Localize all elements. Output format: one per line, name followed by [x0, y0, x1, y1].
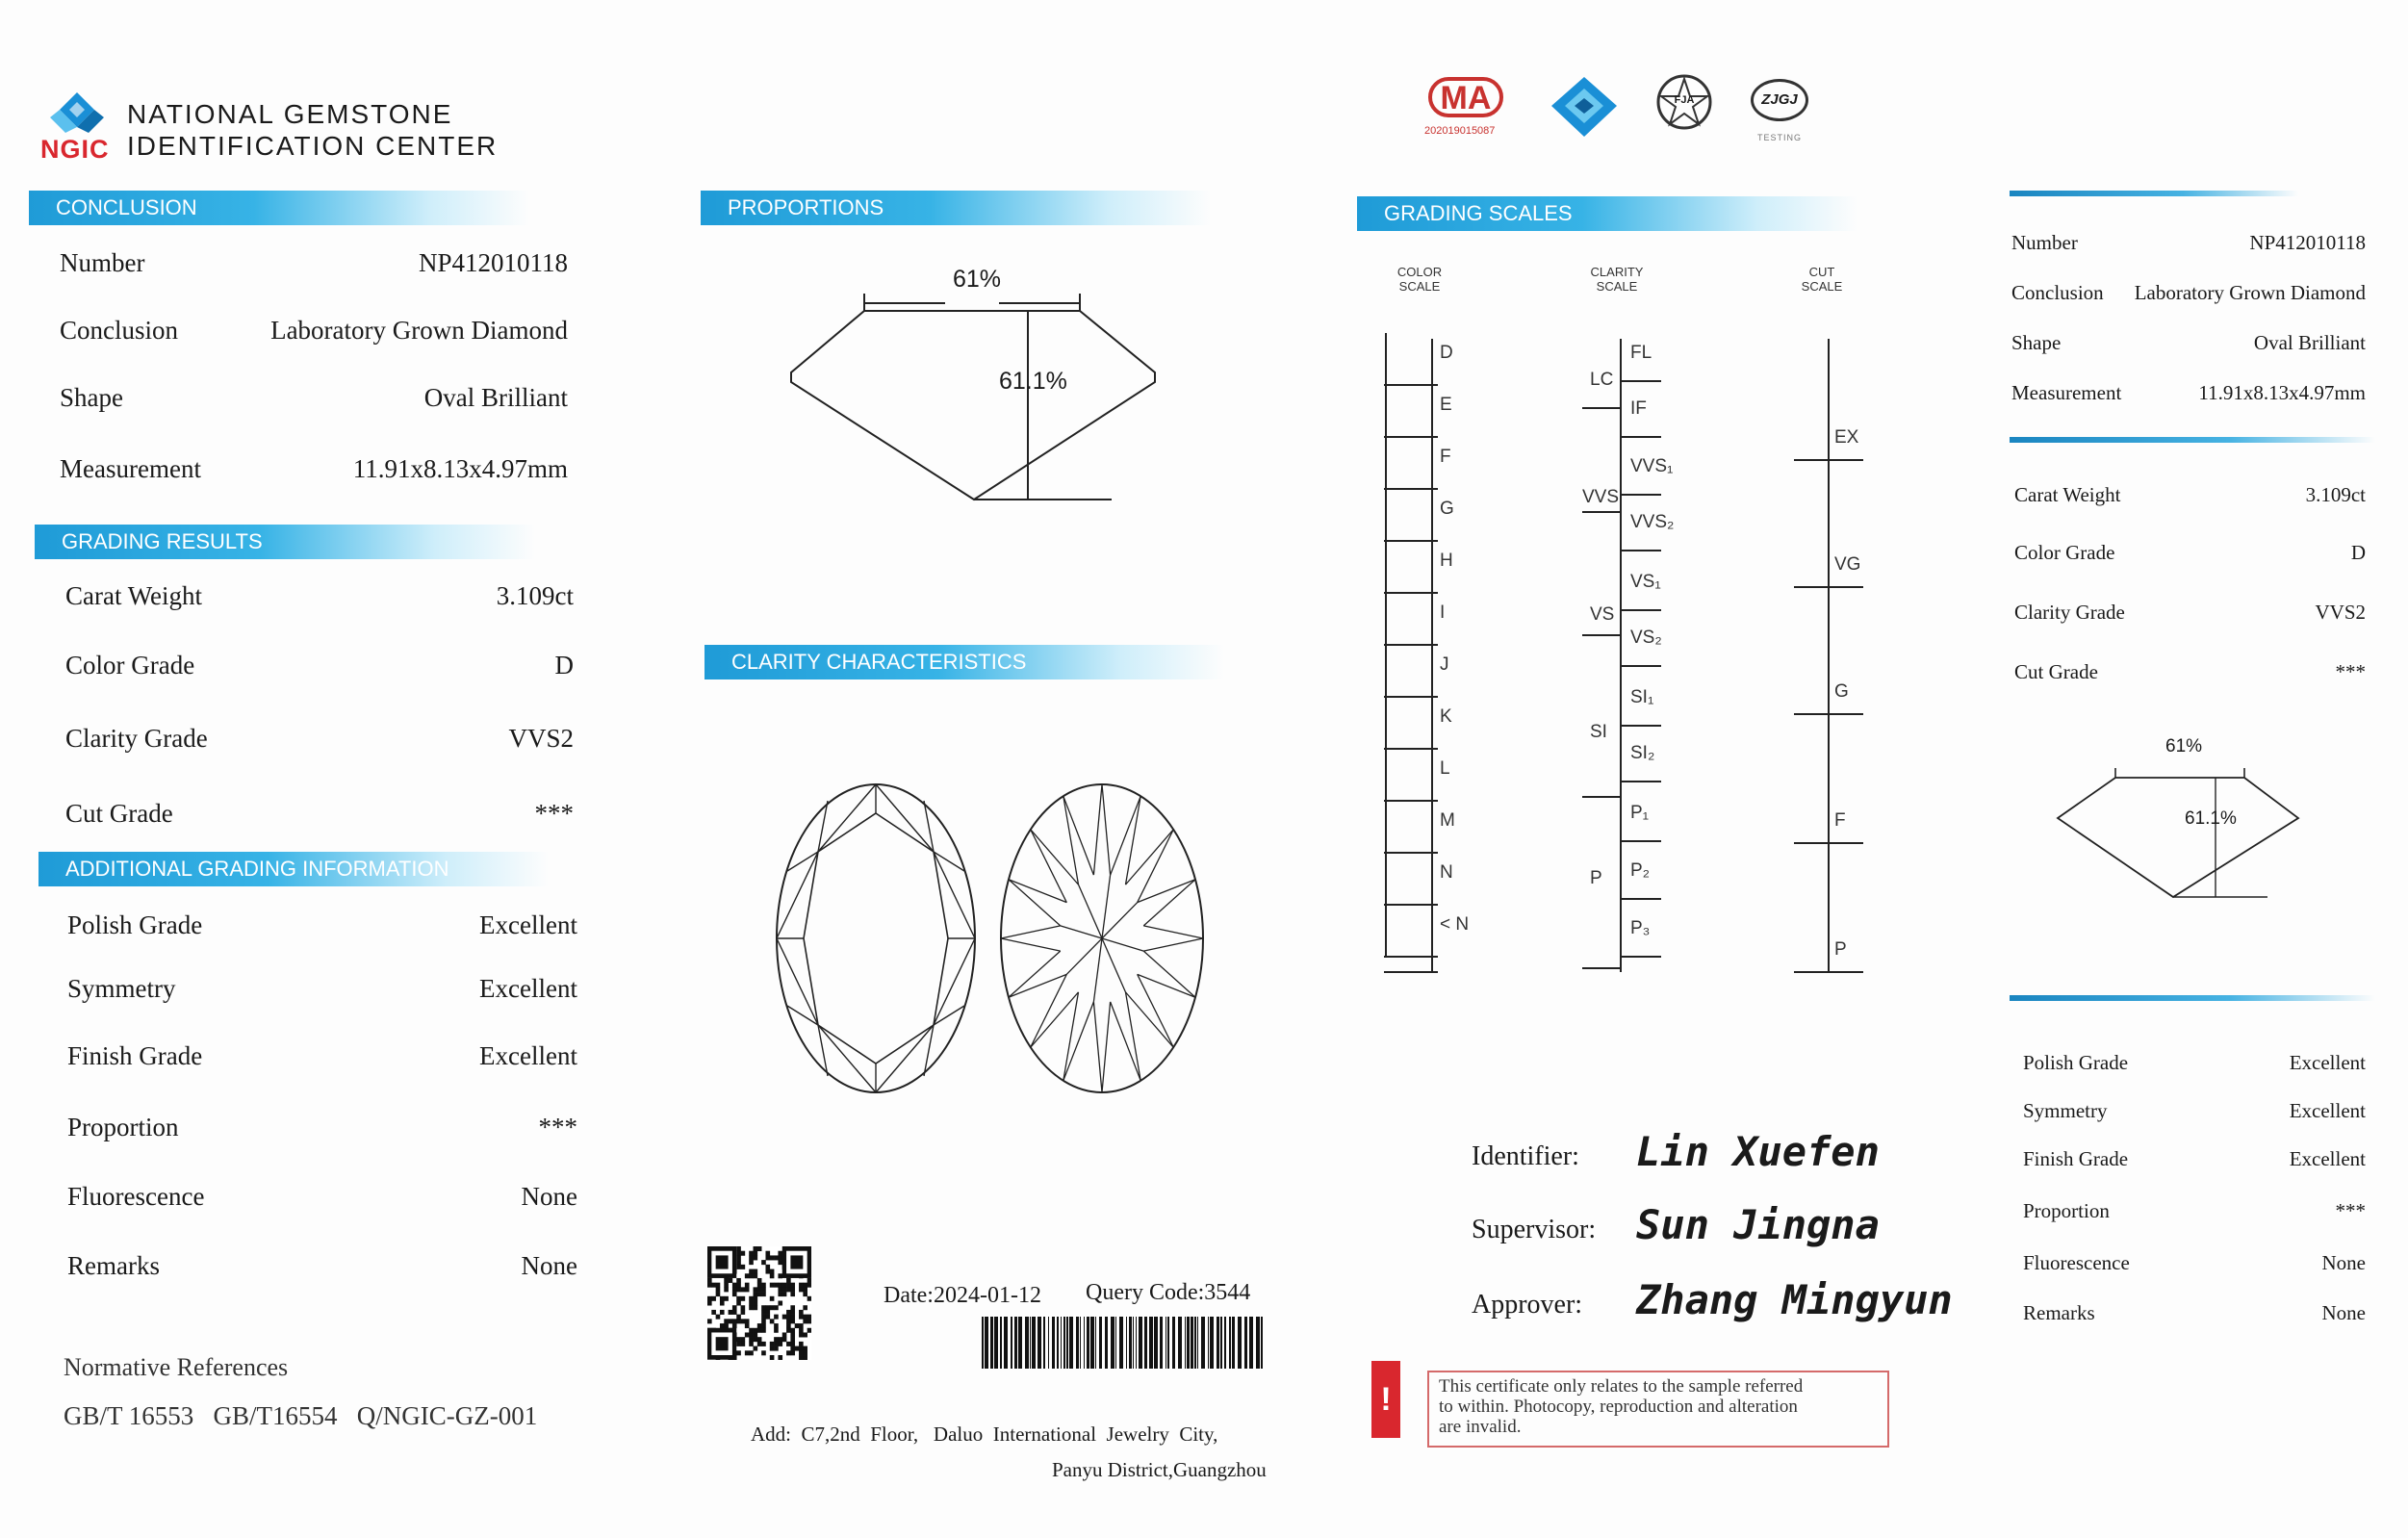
- summary-id-value: NP412010118: [2249, 231, 2366, 254]
- summary-extra-value: None: [2321, 1251, 2366, 1274]
- address-line1: Add: C7,2nd Floor, Daluo International Jewelry City,: [751, 1423, 1218, 1446]
- color-grade-label: K: [1440, 706, 1452, 727]
- pavilion-facet-line: [1031, 830, 1079, 884]
- summary-grade-label: Clarity Grade: [2014, 601, 2125, 624]
- summary-extra-label: Polish Grade: [2023, 1051, 2129, 1074]
- color-grade-label: D: [1440, 343, 1453, 363]
- color-scale-title-line1: COLOR: [1396, 265, 1443, 279]
- conclusion-value: Laboratory Grown Diamond: [270, 316, 568, 345]
- conclusion-value: NP412010118: [418, 248, 568, 277]
- additional-grade-label: Fluorescence: [67, 1182, 205, 1211]
- notice-box: [1371, 1361, 1891, 1449]
- summary-id-value: 11.91x8.13x4.97mm: [2198, 381, 2366, 404]
- pavilion-center-line: [1102, 938, 1126, 992]
- summary-extra-value: ***: [2335, 1199, 2366, 1222]
- additional-grade-value: Excellent: [479, 974, 577, 1003]
- summary-mid-bar: [2010, 437, 2375, 443]
- proportions-header: PROPORTIONS: [701, 191, 1211, 225]
- summary-id-row: [2011, 281, 2366, 314]
- clarity-grade-label: SI₂: [1630, 743, 1655, 763]
- pavilion-facet-line: [1126, 830, 1174, 884]
- color-grade-label: H: [1440, 551, 1453, 571]
- barcode[interactable]: [982, 1317, 1266, 1369]
- summary-grade-value: 3.109ct: [2305, 483, 2366, 506]
- grading-result-row: [65, 724, 574, 756]
- summary-extra-value: Excellent: [2289, 1147, 2366, 1170]
- pavilion-facet-line: [1031, 830, 1067, 903]
- conclusion-value: 11.91x8.13x4.97mm: [352, 454, 568, 483]
- summary-extra-value: Excellent: [2289, 1099, 2366, 1122]
- address-line2: Panyu District,Guangzhou: [1052, 1458, 1267, 1481]
- grading-result-value: D: [554, 651, 574, 679]
- summary-bottom-bar: [2010, 995, 2375, 1001]
- summary-extra-label: Finish Grade: [2023, 1147, 2129, 1170]
- signature-name: Sun Jingna: [1636, 1201, 1880, 1248]
- additional-grade-value: None: [521, 1251, 577, 1280]
- grading-result-label: Clarity Grade: [65, 724, 208, 753]
- summary-extra-row: [2023, 1251, 2366, 1284]
- cut-grade-label: G: [1834, 681, 1849, 702]
- grading-result-label: Cut Grade: [65, 799, 173, 828]
- color-grade-label: F: [1440, 447, 1451, 467]
- color-scale-title-line2: SCALE: [1398, 279, 1441, 294]
- signature-role: Supervisor:: [1472, 1215, 1597, 1244]
- additional-grade-label: Polish Grade: [67, 910, 203, 939]
- grading-scales-header: GRADING SCALES: [1357, 196, 1857, 231]
- summary-id-row: [2011, 381, 2366, 414]
- grading-result-value: ***: [534, 799, 574, 828]
- clarity-group-label: VVS: [1582, 487, 1620, 507]
- pavilion-facet-line: [1009, 974, 1066, 997]
- conclusion-label: Measurement: [60, 454, 201, 483]
- summary-extra-row: [2023, 1051, 2366, 1084]
- fja-logo: [1653, 71, 1715, 133]
- cma-logo: [1424, 77, 1511, 144]
- pavilion-facet-line: [1143, 926, 1203, 938]
- clarity-grade-label: SI₁: [1630, 687, 1654, 707]
- additional-grade-row: [67, 910, 577, 943]
- summary-extra-value: Excellent: [2289, 1051, 2366, 1074]
- cut-scale-title-line2: SCALE: [1801, 279, 1843, 294]
- pavilion-facet-line: [1143, 938, 1203, 951]
- summary-extra-row: [2023, 1301, 2366, 1334]
- summary-grade-label: Carat Weight: [2014, 483, 2121, 506]
- pavilion-center-line: [1093, 938, 1102, 1002]
- clarity-characteristics-header: CLARITY CHARACTERISTICS: [704, 645, 1224, 679]
- additional-grade-row: [67, 1251, 577, 1284]
- pavilion-facet-line: [1093, 784, 1102, 875]
- signature-role: Approver:: [1472, 1290, 1583, 1320]
- summary-extra-label: Fluorescence: [2023, 1251, 2130, 1274]
- summary-grade-row: [2014, 660, 2366, 693]
- additional-grade-label: Symmetry: [67, 974, 176, 1003]
- clarity-grade-label: VS₂: [1630, 628, 1662, 648]
- pavilion-facet-line: [1138, 880, 1195, 903]
- cut-grade-label: F: [1834, 810, 1846, 831]
- clarity-grade-label: P₂: [1630, 860, 1651, 881]
- zjgj-text: ZJGJ: [1761, 91, 1798, 108]
- summary-grade-row: [2014, 601, 2366, 633]
- conclusion-row: [60, 316, 568, 348]
- summary-proportions-diagram: [2050, 760, 2310, 905]
- additional-grade-value: None: [521, 1182, 577, 1211]
- summary-grade-label: Cut Grade: [2014, 660, 2098, 683]
- cut-scale-title: [1788, 265, 1856, 294]
- pavilion-facet-line: [1063, 796, 1094, 875]
- summary-extra-row: [2023, 1199, 2366, 1232]
- clarity-scale-title: [1583, 265, 1651, 294]
- pavilion-facet-line: [1143, 880, 1195, 926]
- query-code: Query Code:3544: [1086, 1280, 1251, 1305]
- summary-extra-value: None: [2321, 1301, 2366, 1324]
- additional-grade-label: Finish Grade: [67, 1041, 203, 1070]
- depth-percentage: 61.1%: [999, 368, 1067, 395]
- clarity-grade-label: P₃: [1630, 918, 1651, 938]
- pavilion-center-line: [1102, 903, 1138, 938]
- signature-role: Identifier:: [1472, 1141, 1579, 1171]
- conclusion-row: [60, 383, 568, 416]
- summary-id-value: Laboratory Grown Diamond: [2134, 281, 2366, 304]
- normative-references-title: Normative References: [64, 1353, 289, 1381]
- pavilion-facet-line: [1009, 880, 1066, 903]
- summary-id-value: Oval Brilliant: [2253, 331, 2366, 354]
- pavilion-facet-line: [1126, 796, 1141, 884]
- grading-result-row: [65, 581, 574, 614]
- additional-grade-row: [67, 1113, 577, 1145]
- pavilion-facet-line: [1063, 796, 1079, 884]
- cma-text: MA: [1428, 77, 1503, 117]
- pavilion-center-line: [1061, 926, 1102, 938]
- summary-table-percentage: 61%: [2165, 736, 2203, 756]
- clarity-grade-label: VS₁: [1630, 572, 1661, 592]
- summary-grade-value: VVS2: [2315, 601, 2366, 624]
- summary-extra-label: Proportion: [2023, 1199, 2110, 1222]
- proportions-diagram: [780, 265, 1165, 515]
- notice-line1: This certificate only relates to the sample referred: [1439, 1376, 1804, 1397]
- additional-grade-value: ***: [538, 1113, 577, 1141]
- grading-result-value: VVS2: [508, 724, 574, 753]
- org-name-line2: IDENTIFICATION CENTER: [127, 131, 499, 161]
- table-percentage: 61%: [953, 266, 1002, 293]
- summary-depth-percentage: 61.1%: [2185, 808, 2237, 829]
- zjgj-sub: TESTING: [1756, 133, 1802, 142]
- pavilion-facet-line: [1111, 1002, 1141, 1081]
- grading-result-value: 3.109ct: [496, 581, 574, 610]
- clarity-grade-label: P₁: [1630, 803, 1650, 823]
- pavilion-facet-line: [1001, 926, 1061, 938]
- clarity-plot-pavilion: [996, 780, 1208, 1097]
- pavilion-facet-line: [1093, 1002, 1102, 1092]
- pavilion-facet-line: [1138, 974, 1195, 997]
- summary-id-label: Shape: [2011, 331, 2062, 354]
- signature-name: Zhang Mingyun: [1636, 1276, 1953, 1323]
- color-grade-label: J: [1440, 654, 1449, 675]
- summary-id-row: [2011, 331, 2366, 364]
- grading-results-header: GRADING RESULTS: [35, 525, 535, 559]
- pavilion-facet-line: [1143, 951, 1195, 997]
- color-grade-label: M: [1440, 810, 1455, 831]
- summary-grade-row: [2014, 483, 2366, 516]
- conclusion-label: Shape: [60, 383, 123, 412]
- conclusion-header: CONCLUSION: [29, 191, 529, 225]
- additional-grade-value: Excellent: [479, 910, 577, 939]
- color-scale-title: [1386, 265, 1453, 294]
- clarity-scale-title-line2: SCALE: [1596, 279, 1638, 294]
- grading-result-label: Carat Weight: [65, 581, 203, 610]
- summary-top-bar: [2010, 191, 2298, 196]
- pavilion-facet-line: [1063, 992, 1079, 1081]
- clarity-grade-label: VVS₂: [1630, 512, 1675, 532]
- clarity-group-label: VS: [1590, 604, 1615, 625]
- signature-name: Lin Xuefen: [1636, 1128, 1880, 1175]
- pavilion-facet-line: [1102, 1002, 1111, 1092]
- grading-scales: [1367, 318, 1906, 982]
- clarity-group-label: P: [1590, 868, 1602, 888]
- pavilion-facet-line: [1111, 796, 1141, 875]
- cut-grade-label: EX: [1834, 427, 1859, 448]
- clarity-group-label: SI: [1590, 722, 1607, 742]
- conclusion-label: Conclusion: [60, 316, 179, 345]
- clarity-grade-label: IF: [1630, 398, 1647, 419]
- summary-grade-row: [2014, 541, 2366, 574]
- color-grade-label: E: [1440, 395, 1452, 415]
- pavilion-facet-line: [1001, 938, 1061, 951]
- summary-extra-label: Symmetry: [2023, 1099, 2108, 1122]
- cut-grade-label: P: [1834, 939, 1847, 960]
- summary-grade-value: ***: [2335, 660, 2366, 683]
- additional-grade-row: [67, 1041, 577, 1074]
- pavilion-facet-line: [1009, 951, 1061, 997]
- org-name-line1: NATIONAL GEMSTONE: [127, 99, 453, 129]
- clarity-scale-title-line1: CLARITY: [1590, 265, 1644, 279]
- summary-id-row: [2011, 231, 2366, 264]
- summary-grade-value: D: [2350, 541, 2366, 564]
- pavilion-facet-line: [1063, 1002, 1094, 1081]
- org-abbr: NGIC: [40, 135, 110, 164]
- pavilion-facet-line: [1138, 830, 1174, 903]
- summary-id-label: Measurement: [2011, 381, 2122, 404]
- conclusion-value: Oval Brilliant: [423, 383, 568, 412]
- warning-icon: !: [1371, 1361, 1400, 1438]
- additional-grade-row: [67, 1182, 577, 1215]
- zjgj-logo: [1747, 79, 1814, 146]
- issue-date: Date:2024-01-12: [884, 1283, 1041, 1308]
- notice-line3: are invalid.: [1439, 1417, 1522, 1437]
- additional-grading-header: ADDITIONAL GRADING INFORMATION: [38, 852, 549, 886]
- additional-grade-row: [67, 974, 577, 1007]
- pavilion-facet-line: [1126, 992, 1174, 1047]
- summary-id-label: Number: [2011, 231, 2078, 254]
- qr-code[interactable]: [707, 1246, 811, 1360]
- summary-grade-label: Color Grade: [2014, 541, 2115, 564]
- additional-grade-value: Excellent: [479, 1041, 577, 1070]
- cut-scale-title-line1: CUT: [1808, 265, 1835, 279]
- color-grade-label: G: [1440, 499, 1454, 519]
- pavilion-facet-line: [1138, 974, 1174, 1047]
- conclusion-label: Number: [60, 248, 145, 277]
- normative-references-items: GB/T 16553 GB/T16554 Q/NGIC-GZ-001: [64, 1401, 538, 1430]
- color-grade-label: L: [1440, 758, 1450, 779]
- fja-text: FJA: [1674, 94, 1695, 106]
- pavilion-facet-line: [1126, 992, 1141, 1081]
- clarity-plot-crown: [770, 780, 982, 1097]
- clarity-grade-label: FL: [1630, 343, 1652, 363]
- conclusion-row: [60, 454, 568, 487]
- summary-extra-row: [2023, 1099, 2366, 1132]
- pavilion-facet-line: [1102, 784, 1111, 875]
- pavilion-center-line: [1066, 938, 1102, 974]
- clarity-group-label: LC: [1590, 370, 1614, 390]
- notice-line2: to within. Photocopy, reproduction and alteration: [1439, 1397, 1798, 1417]
- pavilion-center-line: [1102, 875, 1111, 938]
- color-grade-label: N: [1440, 862, 1453, 883]
- clarity-grade-label: VVS₁: [1630, 456, 1674, 476]
- pavilion-facet-line: [1031, 974, 1067, 1047]
- grading-result-label: Color Grade: [65, 651, 195, 679]
- cma-number: 202019015087: [1424, 125, 1496, 137]
- pavilion-facet-line: [1031, 992, 1079, 1047]
- grading-result-row: [65, 799, 574, 832]
- ngic-mark-icon: [1550, 75, 1619, 139]
- grading-result-row: [65, 651, 574, 683]
- summary-extra-row: [2023, 1147, 2366, 1180]
- conclusion-row: [60, 248, 568, 281]
- summary-extra-label: Remarks: [2023, 1301, 2095, 1324]
- additional-grade-label: Remarks: [67, 1251, 160, 1280]
- color-grade-label: < N: [1440, 914, 1470, 935]
- cut-grade-label: VG: [1834, 554, 1861, 575]
- summary-id-label: Conclusion: [2011, 281, 2104, 304]
- pavilion-center-line: [1078, 884, 1102, 938]
- color-grade-label: I: [1440, 602, 1446, 623]
- pavilion-center-line: [1102, 938, 1143, 951]
- additional-grade-label: Proportion: [67, 1113, 179, 1141]
- pavilion-facet-line: [1009, 880, 1061, 926]
